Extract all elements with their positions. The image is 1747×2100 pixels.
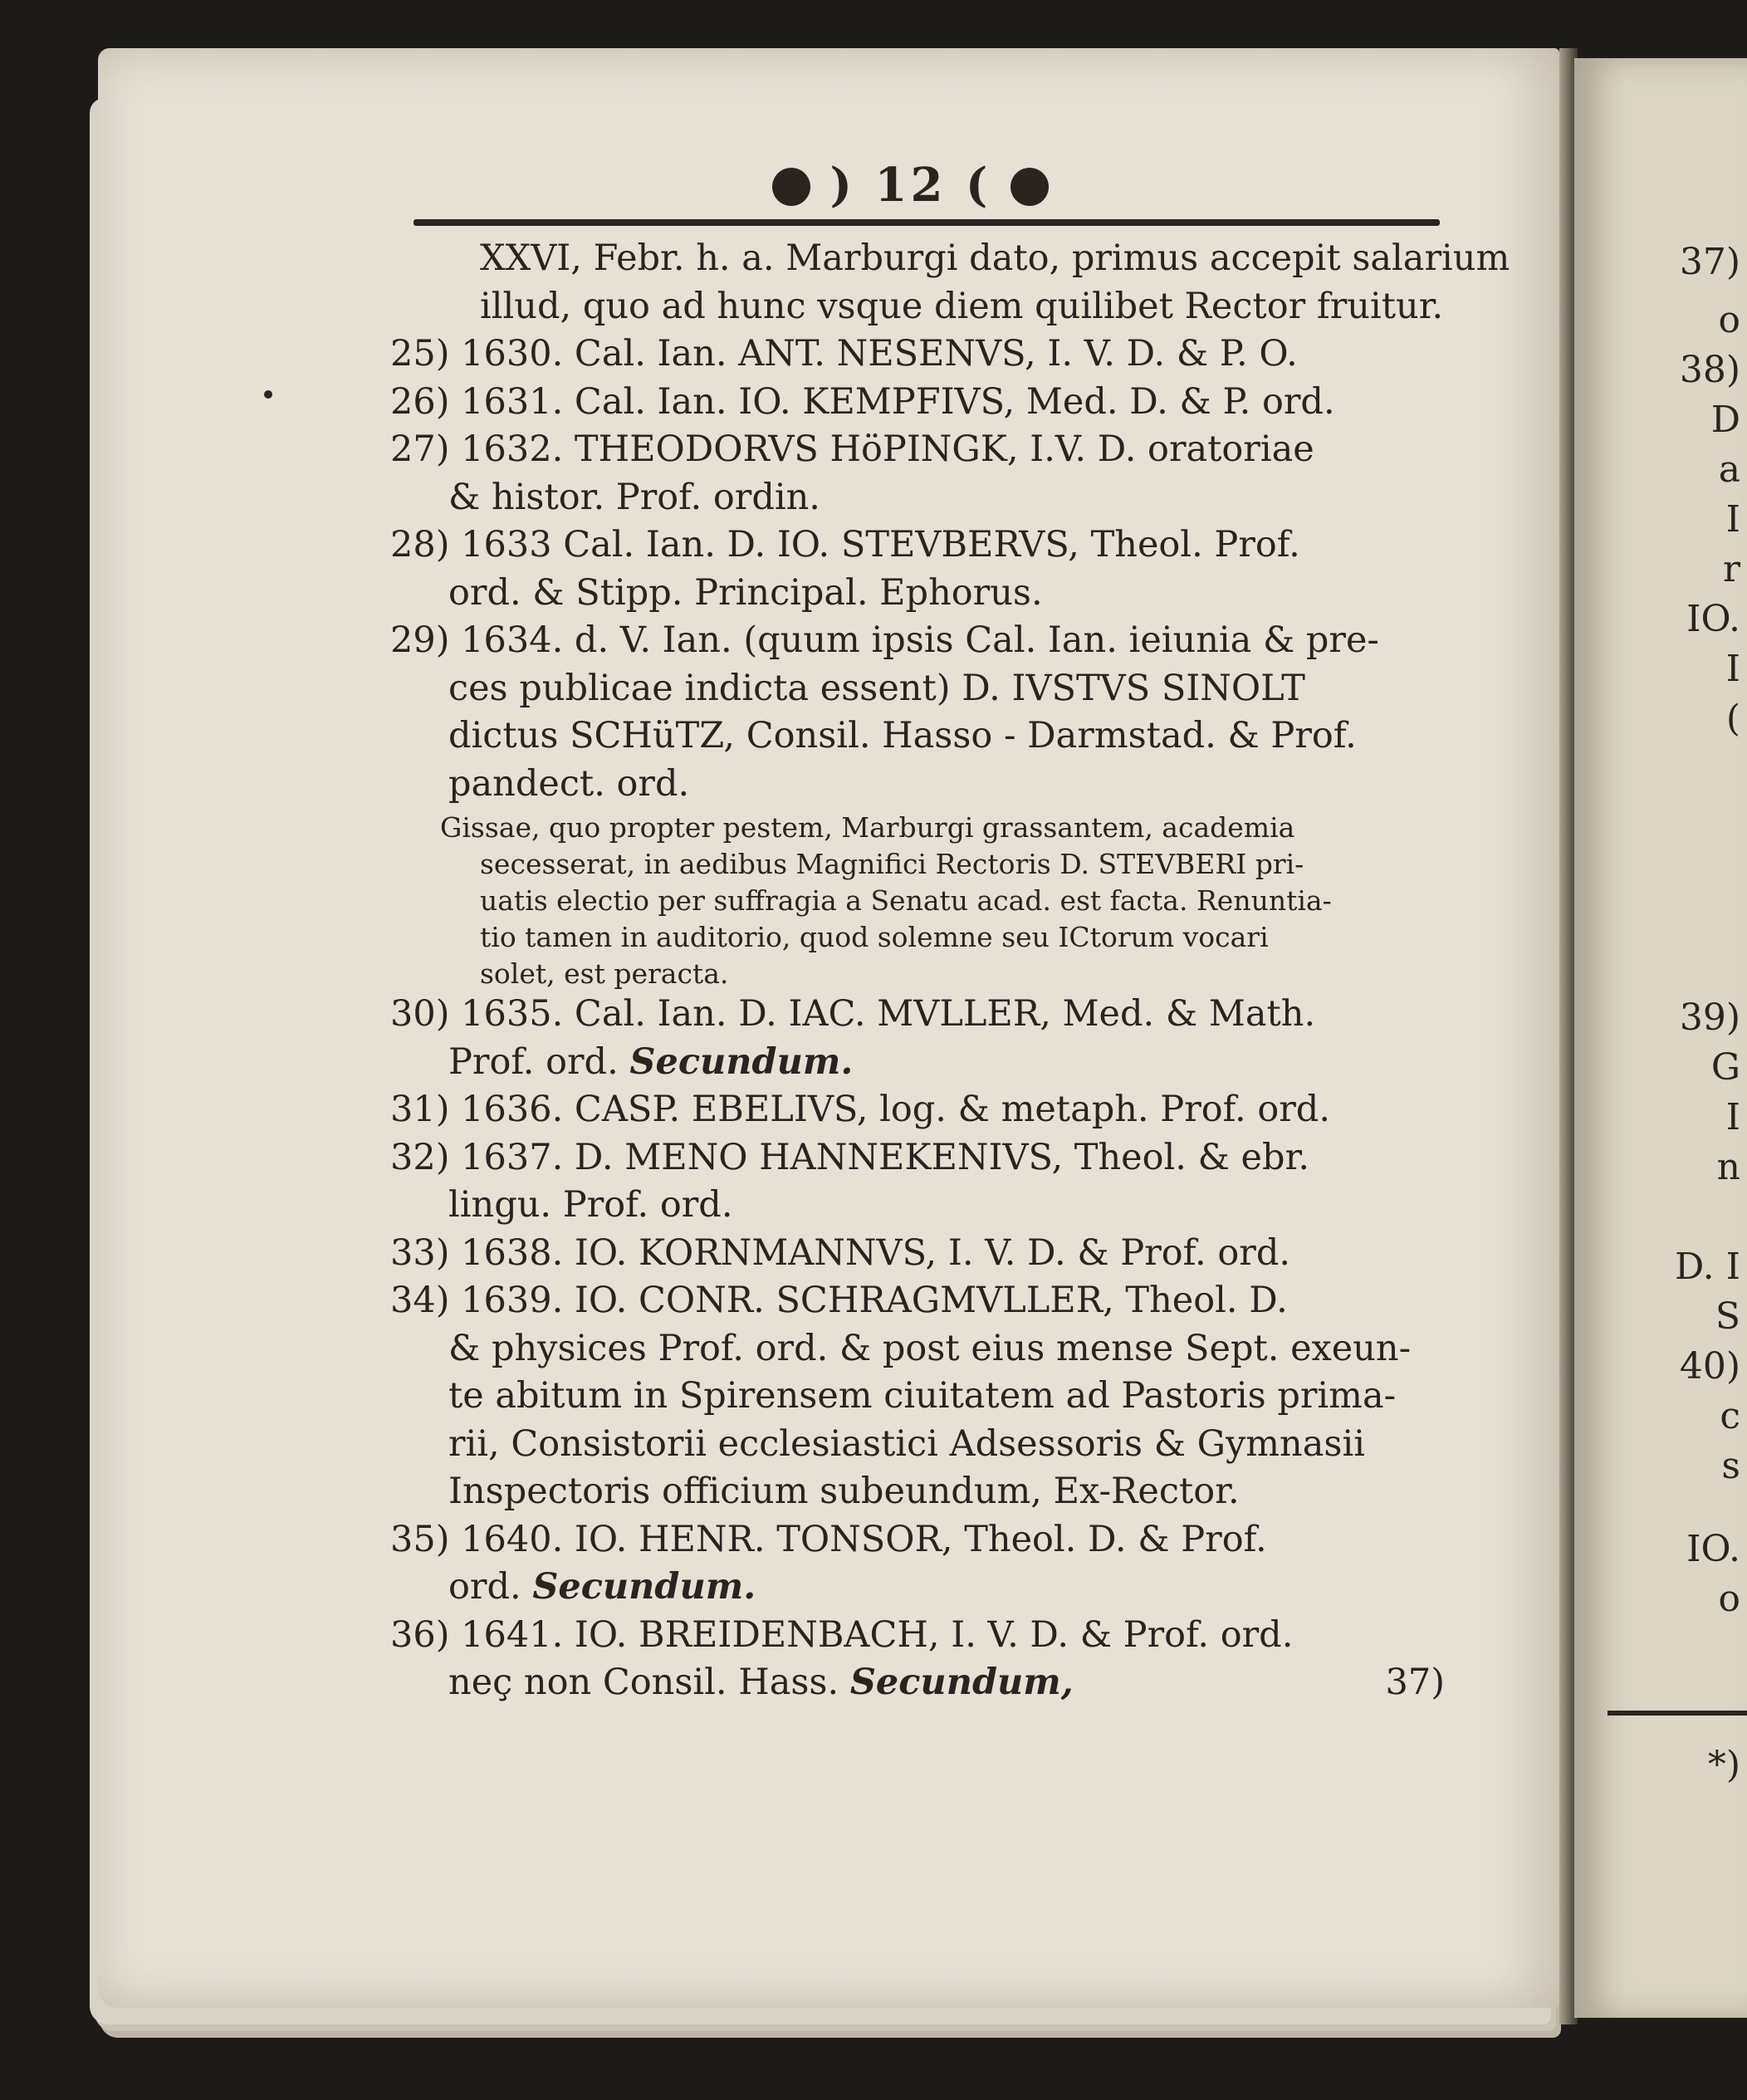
facing-text: IO.: [1686, 1528, 1740, 1570]
text-line: dictus SCHüTZ, Consil. Hasso - Darmstad. & Prof.: [448, 715, 1357, 756]
facing-text: I: [1725, 648, 1740, 690]
text-line: Inspectoris officium subeundum, Ex-Rector.: [448, 1471, 1240, 1512]
facing-text: r: [1722, 548, 1740, 590]
facing-text: G: [1710, 1046, 1740, 1089]
facing-text: a: [1718, 448, 1740, 491]
facing-text: S: [1715, 1295, 1740, 1338]
text-line: & physices Prof. ord. & post eius mense Sept. exeun-: [448, 1327, 1412, 1369]
note-line: Gissae, quo propter pestem, Marburgi grassantem, academia: [440, 811, 1295, 844]
text-line: 34) 1639. IO. CONR. SCHRAGMVLLER, Theol. D.: [390, 1280, 1288, 1321]
ink-spot: [264, 390, 272, 399]
page-text: [390, 237, 1510, 1713]
header-rule: [414, 219, 1440, 226]
facing-text: c: [1720, 1395, 1740, 1437]
facing-text: D. I: [1674, 1246, 1740, 1288]
text-line: pandect. ord.: [448, 762, 690, 805]
facing-text: 39): [1679, 996, 1740, 1039]
ornament-icon: [772, 168, 810, 206]
text-run: neç non Consil. Hass.: [448, 1662, 850, 1703]
text-line: 31) 1636. CASP. EBELIVS, log. & metaph. Prof. ord.: [390, 1089, 1331, 1130]
facing-text: s: [1721, 1445, 1740, 1487]
text-line: [390, 1662, 1445, 1713]
note-line: secesserat, in aedibus Magnifici Rectoris D. STEVBERI pri-: [480, 848, 1304, 880]
note-line: solet, est peracta.: [480, 957, 729, 990]
facing-page-fragment: [1574, 58, 1747, 2018]
text-line: rii, Consistorii ecclesiastici Adsessoris & Gymnasii: [448, 1422, 1365, 1465]
catchword: 37): [1385, 1662, 1445, 1703]
text-line: [390, 1040, 1445, 1093]
facing-text: (: [1725, 698, 1740, 740]
text-line: 28) 1633 Cal. Ian. D. IO. STEVBERVS, Theol. Prof.: [390, 524, 1300, 565]
text-line: 25) 1630. Cal. Ian. ANT. NESENVS, I. V. D. & P. O.: [390, 333, 1298, 374]
text-line: ces publicae indicta essent) D. IVSTVS SINOLT: [448, 667, 1305, 709]
text-line: lingu. Prof. ord.: [448, 1184, 733, 1226]
facing-text: o: [1718, 299, 1740, 341]
facing-text: 37): [1679, 241, 1740, 283]
facing-text: *): [1707, 1744, 1740, 1786]
text-line: te abitum in Spirensem ciuitatem ad Pastoris prima-: [448, 1375, 1397, 1417]
facing-text: 38): [1679, 349, 1740, 391]
text-run: ord.: [448, 1566, 533, 1608]
italic-run: Secundum.: [532, 1566, 756, 1608]
text-line: [390, 1566, 1445, 1618]
page-number: ) 12 (: [829, 158, 991, 213]
facing-text: n: [1716, 1146, 1740, 1188]
text-line: & histor. Prof. ordin.: [448, 476, 820, 518]
text-line: 26) 1631. Cal. Ian. IO. KEMPFIVS, Med. D. & P. ord.: [390, 380, 1335, 423]
text-line: 30) 1635. Cal. Ian. D. IAC. MVLLER, Med. & Math.: [390, 993, 1316, 1035]
facing-rule: [1608, 1711, 1747, 1716]
text-line: XXVI, Febr. h. a. Marburgi dato, primus accepit salarium: [480, 237, 1510, 279]
text-line: 27) 1632. THEODORVS HöPINGK, I.V. D. oratoriae: [390, 428, 1314, 470]
text-line: 32) 1637. D. MENO HANNEKENIVS, Theol. & ebr.: [390, 1136, 1310, 1178]
text-line: 33) 1638. IO. KORNMANNVS, I. V. D. & Prof. ord.: [390, 1231, 1291, 1274]
italic-run: Secundum.: [629, 1040, 854, 1083]
text-line: illud, quo ad hunc vsque diem quilibet Rector fruitur.: [480, 285, 1444, 327]
note-line: tio tamen in auditorio, quod solemne seu ICtorum vocari: [480, 921, 1269, 953]
text-run: Prof. ord.: [448, 1040, 630, 1083]
text-line: ord. & Stipp. Principal. Ephorus.: [448, 571, 1043, 614]
facing-text: o: [1718, 1578, 1740, 1620]
text-line: 35) 1640. IO. HENR. TONSOR, Theol. D. & Prof.: [390, 1518, 1267, 1560]
facing-text: I: [1725, 498, 1740, 541]
note-line: uatis electio per suffragia a Senatu acad. est facta. Renuntia-: [480, 884, 1332, 917]
ornament-icon: [1011, 168, 1049, 206]
page-header: [772, 158, 1049, 213]
text-run: [448, 1662, 1074, 1713]
facing-text: I: [1725, 1096, 1740, 1138]
facing-text: 40): [1679, 1345, 1740, 1388]
text-line: 36) 1641. IO. BREIDENBACH, I. V. D. & Prof. ord.: [390, 1613, 1294, 1656]
text-line: 29) 1634. d. V. Ian. (quum ipsis Cal. Ian. ieiunia & pre-: [390, 619, 1379, 661]
italic-run: Secundum,: [849, 1662, 1074, 1703]
facing-text: D: [1710, 399, 1740, 441]
facing-text: IO.: [1686, 598, 1740, 640]
